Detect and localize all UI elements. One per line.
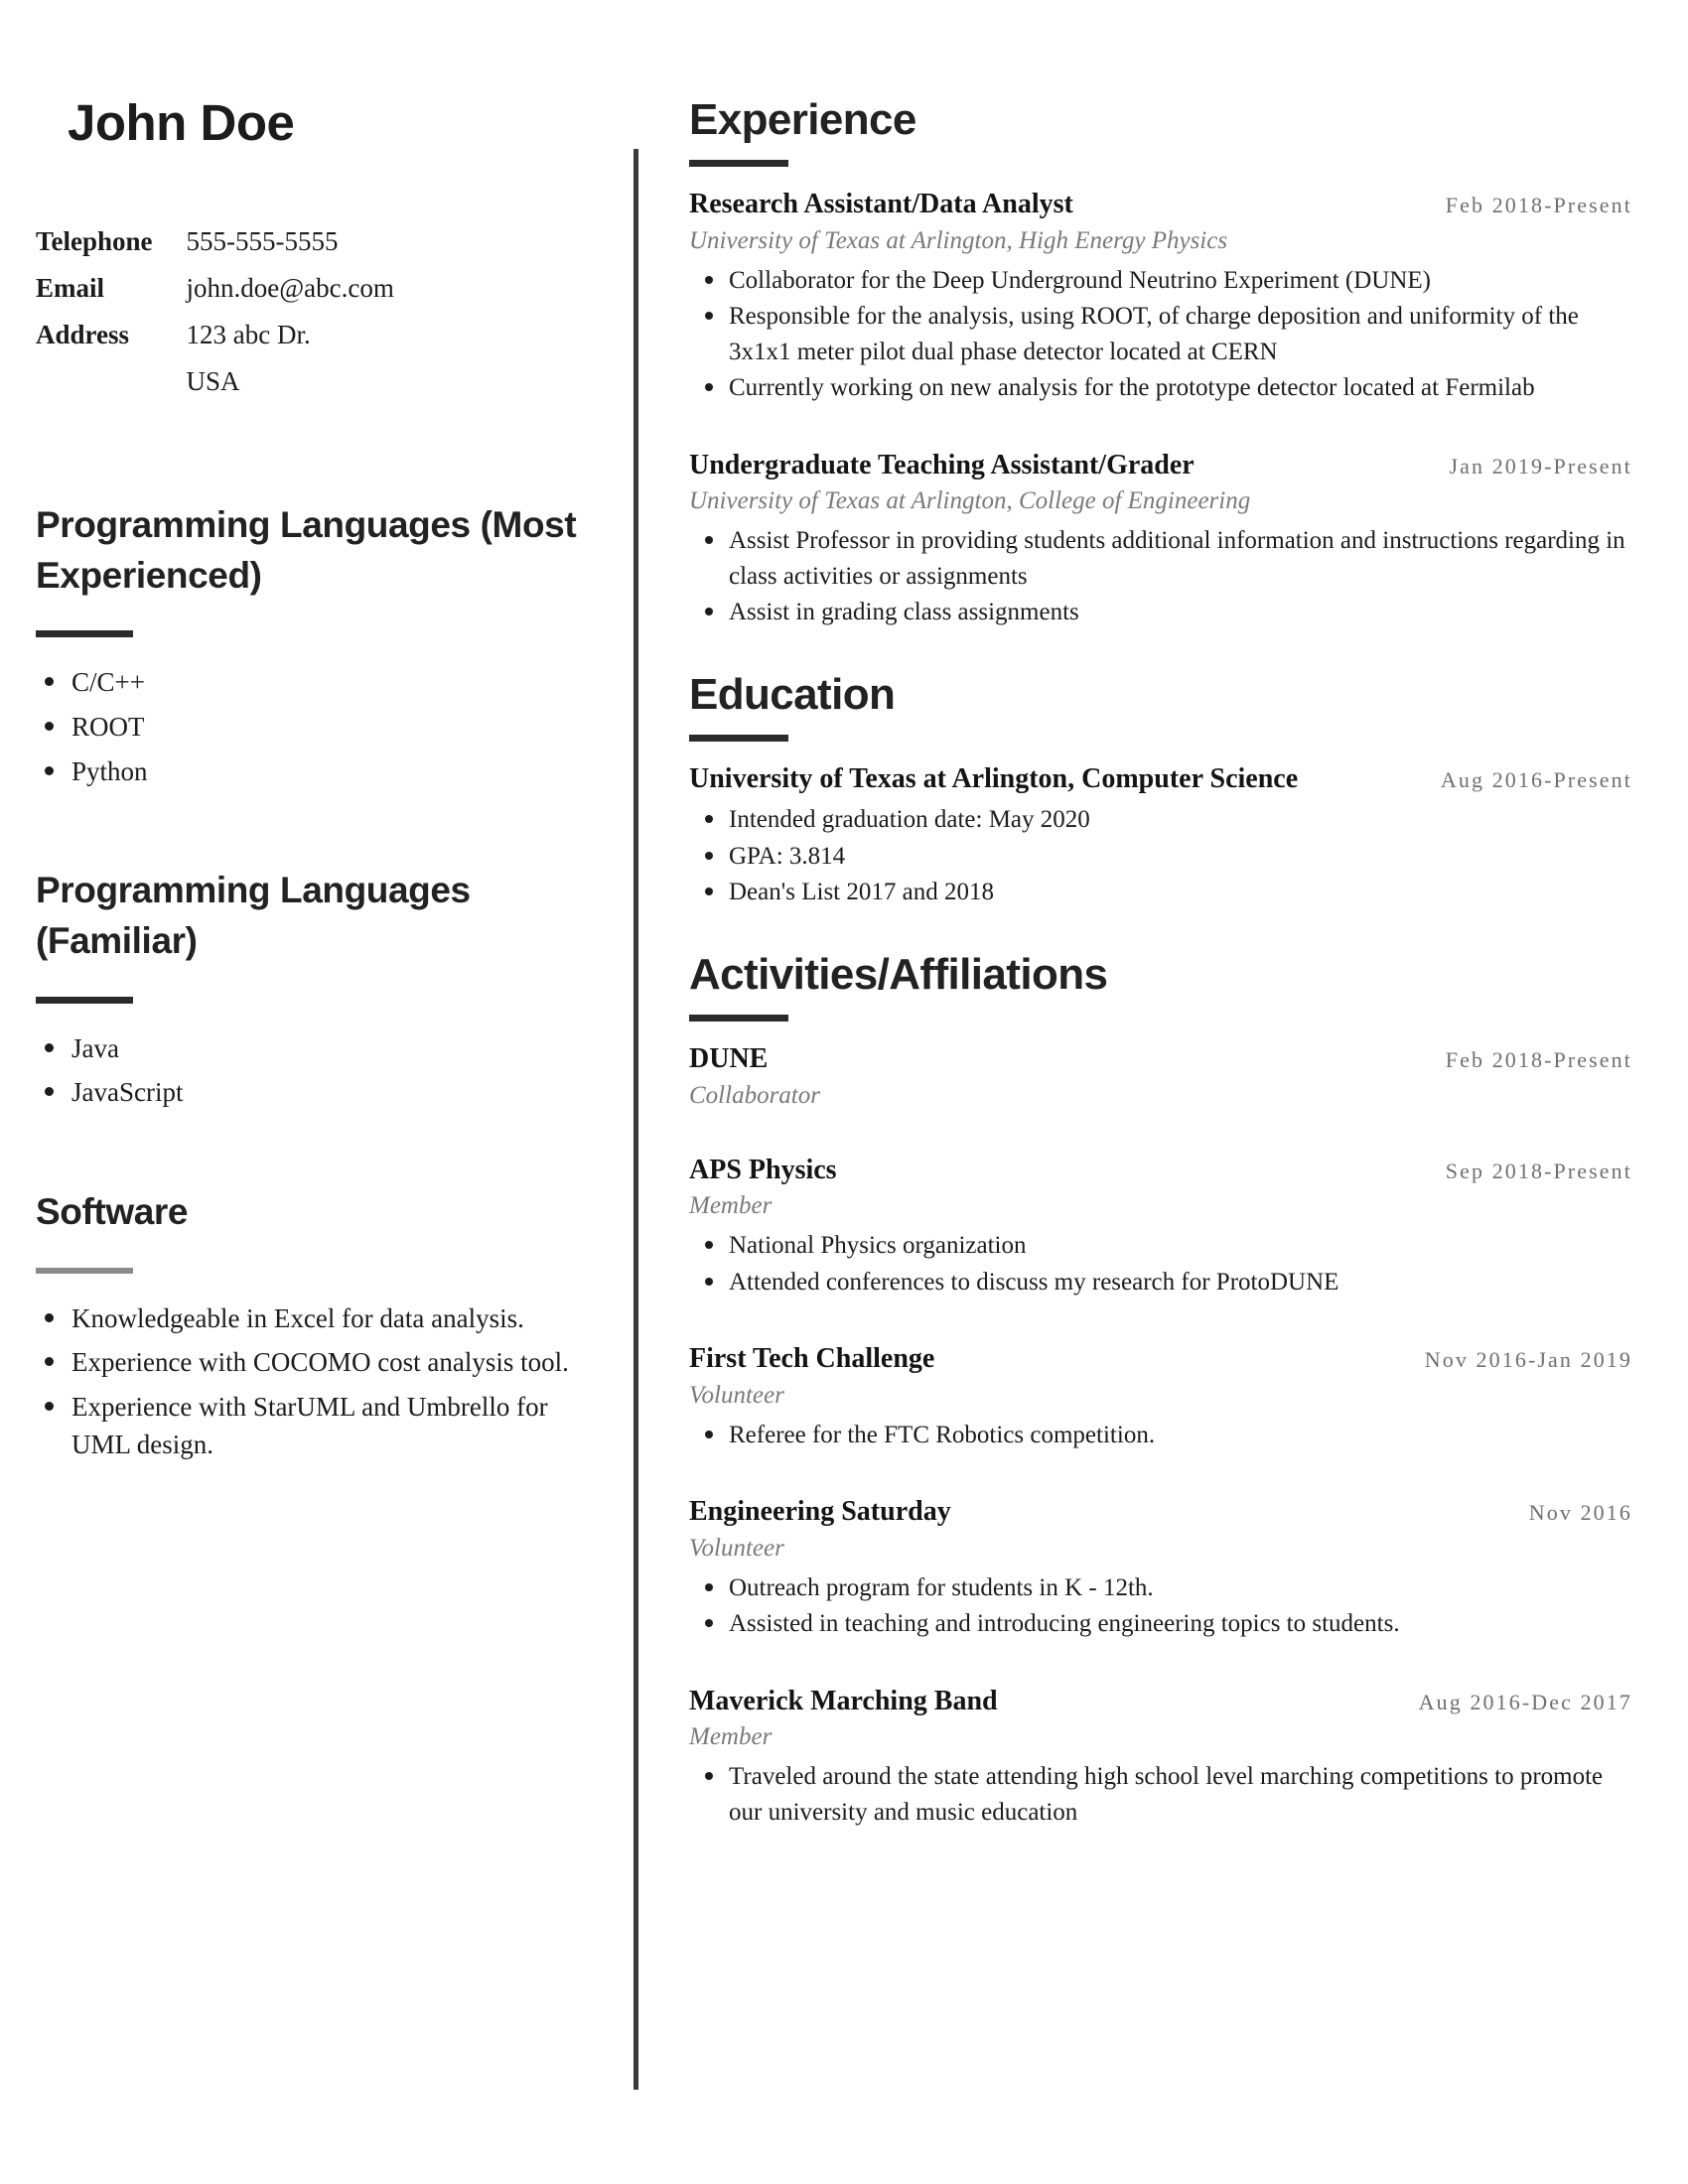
main-section (689, 950, 1632, 1830)
list-item: GPA: 3.814 (689, 839, 1632, 875)
entry-title: First Tech Challenge (689, 1343, 935, 1375)
column-divider (633, 149, 638, 2090)
entry-bullet-list (689, 1759, 1632, 1830)
entry (689, 763, 1632, 910)
entry-subtitle: University of Texas at Arlington, College of Engineering (689, 487, 1251, 515)
contact-label: Telephone (36, 226, 153, 257)
sidebar-section-list (36, 663, 602, 790)
heading-underline-bar (689, 735, 788, 742)
entry-header (689, 763, 1632, 795)
main-sections (689, 95, 1632, 1830)
entry-header (689, 1343, 1632, 1375)
entry-title: APS Physics (689, 1154, 837, 1185)
list-item: Traveled around the state attending high school level marching competitions to promote our university and music education (689, 1759, 1632, 1830)
contact-rows (36, 228, 394, 415)
entry-date: Aug 2016-Dec 2017 (1418, 1689, 1632, 1714)
section-heading: Experience (689, 95, 916, 144)
contact-label: Address (36, 320, 130, 350)
entry-header (689, 1686, 1632, 1717)
contact-row (36, 275, 394, 322)
entry-date: Nov 2016-Jan 2019 (1424, 1347, 1632, 1373)
list-item: Assist Professor in providing students additional information and instructions regarding in class activities or assignments (689, 523, 1632, 594)
contact-info-table (36, 228, 394, 415)
entry-bullet-list (689, 1418, 1632, 1453)
list-item: Assisted in teaching and introducing engineering topics to students. (689, 1606, 1632, 1642)
sidebar-section-list (36, 1029, 602, 1112)
list-item: Dean's List 2017 and 2018 (689, 875, 1632, 910)
list-item: Currently working on new analysis for the prototype detector located at Fermilab (689, 370, 1632, 406)
contact-row (36, 228, 394, 275)
list-item: Python (36, 752, 602, 791)
entry (689, 189, 1632, 405)
list-item: Experience with COCOMO cost analysis tool. (36, 1343, 602, 1382)
entry-bullet-list (689, 263, 1632, 406)
sidebar-column (36, 95, 602, 1470)
entry-date: Aug 2016-Present (1440, 766, 1632, 792)
entry-bullet-list (689, 802, 1632, 910)
entry-header (689, 1155, 1632, 1186)
entry (689, 1343, 1632, 1452)
entry-date: Feb 2018-Present (1445, 193, 1632, 218)
entry-header (689, 1496, 1632, 1528)
entry-header (689, 450, 1632, 481)
contact-label (36, 368, 187, 415)
contact-row (36, 322, 394, 368)
list-item: Attended conferences to discuss my research for ProtoDUNE (689, 1265, 1632, 1300)
page-title: John Doe (68, 94, 295, 151)
list-item: C/C++ (36, 663, 602, 702)
list-item: Experience with StarUML and Umbrello for UML design. (36, 1388, 602, 1464)
entry-subtitle: Volunteer (689, 1381, 784, 1409)
list-item: Assist in grading class assignments (689, 595, 1632, 630)
entry (689, 450, 1632, 630)
entry-subtitle: Volunteer (689, 1534, 784, 1562)
entry-subtitle: Collaborator (689, 1081, 820, 1109)
heading-underline-bar (36, 997, 133, 1004)
list-item: Referee for the FTC Robotics competition. (689, 1418, 1632, 1453)
entry-header (689, 189, 1632, 220)
entry (689, 1043, 1632, 1110)
sidebar-section (36, 866, 602, 1112)
entry-date: Nov 2016 (1528, 1500, 1632, 1526)
sidebar-section (36, 500, 602, 790)
main-section (689, 95, 1632, 630)
entry-bullet-list (689, 1570, 1632, 1642)
list-item: Knowledgeable in Excel for data analysis. (36, 1299, 602, 1338)
contact-label: Email (36, 273, 105, 304)
entry (689, 1686, 1632, 1830)
entry-title: University of Texas at Arlington, Computer Science (689, 762, 1299, 794)
section-heading: Activities/Affiliations (689, 949, 1108, 999)
contact-value: 123 abc Dr. (186, 320, 311, 350)
heading-underline-bar (36, 1268, 133, 1274)
heading-underline-bar (689, 160, 788, 167)
contact-value: john.doe@abc.com (186, 273, 394, 304)
sidebar-section-list (36, 1299, 602, 1464)
main-section (689, 670, 1632, 910)
heading-underline-bar (36, 630, 133, 637)
entry (689, 1155, 1632, 1299)
heading-underline-bar (689, 1015, 788, 1022)
list-item: Intended graduation date: May 2020 (689, 802, 1632, 838)
contact-row (36, 368, 394, 415)
list-item: JavaScript (36, 1073, 602, 1112)
list-item: National Physics organization (689, 1228, 1632, 1264)
list-item: Responsible for the analysis, using ROOT, of charge deposition and uniformity of the 3x1x1 meter pilot dual phase detector located at CERN (689, 299, 1632, 369)
entry-subtitle: Member (689, 1192, 773, 1220)
entry (689, 1496, 1632, 1641)
entry-title: Research Assistant/Data Analyst (689, 189, 1073, 220)
sidebar-section (36, 1187, 602, 1464)
entry-bullet-list (689, 1228, 1632, 1299)
section-heading: Education (689, 669, 896, 719)
contact-value: 555-555-5555 (186, 226, 339, 257)
entry-title: Maverick Marching Band (689, 1685, 998, 1716)
sidebar-sections (36, 500, 602, 1464)
list-item: Collaborator for the Deep Underground Neutrino Experiment (DUNE) (689, 263, 1632, 299)
list-item: ROOT (36, 708, 602, 747)
sidebar-section-heading: Software (36, 1190, 189, 1232)
entry-subtitle: University of Texas at Arlington, High Energy Physics (689, 226, 1228, 254)
main-column (689, 95, 1632, 1831)
entry-date: Sep 2018-Present (1445, 1158, 1632, 1183)
entry-bullet-list (689, 523, 1632, 630)
entry-subtitle: Member (689, 1723, 773, 1751)
sidebar-section-heading: Programming Languages (Familiar) (36, 870, 471, 961)
entry-date: Jan 2019-Present (1449, 453, 1632, 478)
entry-date: Feb 2018-Present (1445, 1047, 1632, 1073)
list-item: Java (36, 1029, 602, 1068)
sidebar-section-heading: Programming Languages (Most Experienced) (36, 504, 577, 596)
entry-title: Engineering Saturday (689, 1496, 951, 1528)
entry-title: DUNE (689, 1043, 769, 1075)
entry-title: Undergraduate Teaching Assistant/Grader (689, 449, 1195, 480)
list-item: Outreach program for students in K - 12th. (689, 1570, 1632, 1606)
entry-header (689, 1043, 1632, 1075)
contact-value: USA (186, 366, 240, 397)
